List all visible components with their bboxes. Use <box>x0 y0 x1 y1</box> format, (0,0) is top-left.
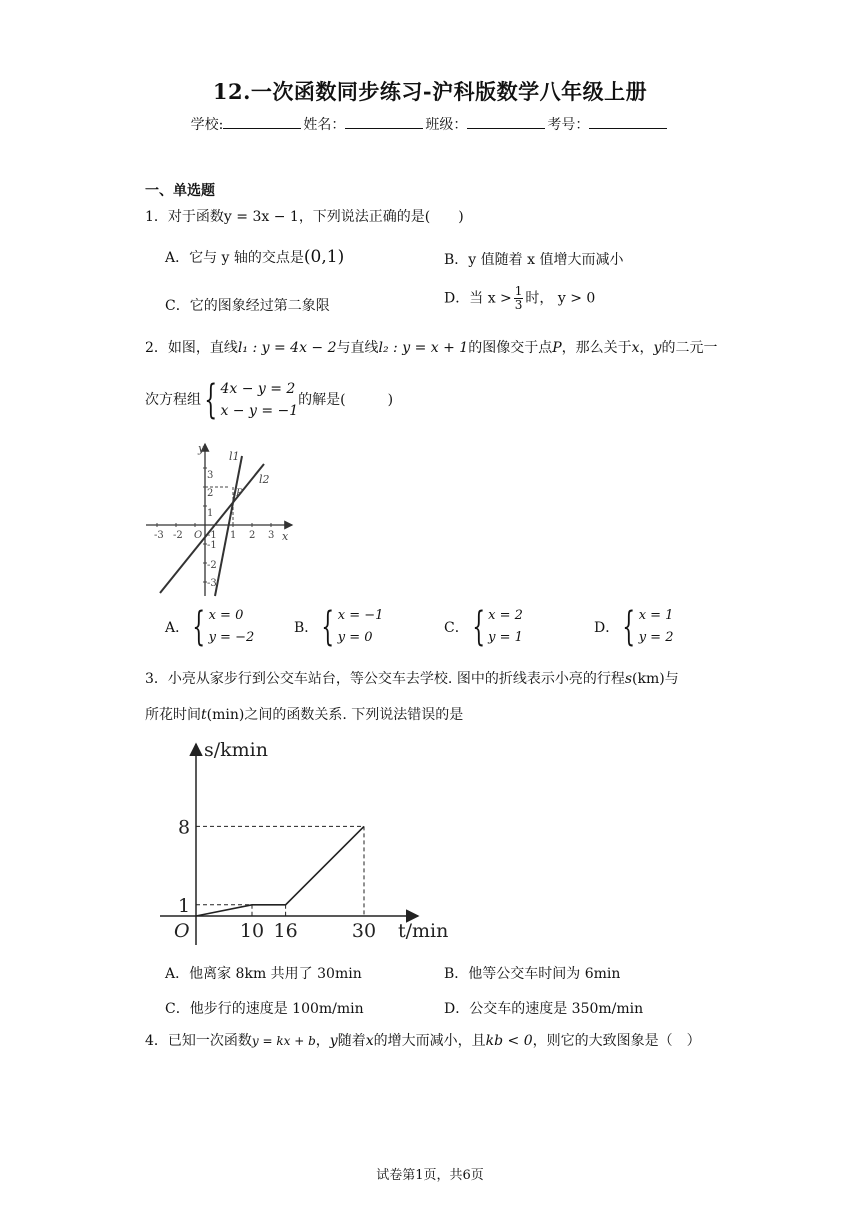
l2-label: l2 <box>259 473 270 486</box>
question-2-option-a[interactable] <box>165 605 254 649</box>
name-blank[interactable] <box>345 116 423 129</box>
option-brace: { <box>321 604 335 650</box>
question-1-stem <box>145 207 464 227</box>
x-tick: -3 <box>154 530 164 541</box>
system-eq-2: x − y = −1 <box>220 403 299 419</box>
q3-text-a: 小亮从家步行到公交车站台，等公交车去学校. 图中的折线表示小亮的行程 <box>167 671 625 687</box>
q4-text-d: 的增大而减小，且 <box>373 1033 486 1049</box>
x-axis-label: x <box>282 530 289 543</box>
q4-text-b: ， <box>315 1033 330 1049</box>
page-footer: 试卷第1页，共6页 <box>376 1168 484 1183</box>
q2-text-b: 与直线 <box>336 340 379 356</box>
x-tick: 2 <box>249 530 256 541</box>
class-blank[interactable] <box>467 116 545 129</box>
question-2-system-line <box>145 378 393 422</box>
q4-formula: y = kx + b <box>251 1034 316 1048</box>
y-tick: -1 <box>207 540 217 551</box>
question-1-option-a[interactable] <box>165 247 344 267</box>
q3-var-s: s <box>624 671 633 687</box>
question-3-option-a[interactable]: A．他离家 8km 共用了 30min <box>165 966 362 982</box>
q2-system-pre: 次方程组 <box>145 392 201 408</box>
system-brace: { <box>204 377 218 423</box>
option-eq-2: y = 0 <box>337 630 373 645</box>
q4-var-x: x <box>365 1033 374 1049</box>
question-2-number: 2． <box>145 340 168 356</box>
question-1-text: 对于函数 <box>167 209 224 225</box>
question-2-stem <box>145 338 717 358</box>
chart-x-tick-label: 30 <box>351 920 377 942</box>
question-4-number: 4． <box>145 1033 168 1049</box>
page-title: 12.一次函数同步练习-沪科版数学八年级上册 <box>212 79 648 104</box>
q3-text-c: 所花时间 <box>145 707 201 723</box>
chart-y-label: s/kmin <box>204 739 268 761</box>
q2-system-post: 的解是( ) <box>298 392 394 408</box>
option-system <box>488 605 523 649</box>
y-tick: -3 <box>207 578 217 589</box>
q2-text-e: 的二元一 <box>661 340 718 356</box>
q3-distance-time-chart <box>150 730 450 950</box>
chart-origin-label: O <box>174 920 190 942</box>
line-l2-equation: l₂ : y = x + 1 <box>378 340 469 356</box>
chart-x-tick-label: 16 <box>273 920 298 942</box>
question-3-option-b[interactable]: B．他等公交车时间为 6min <box>444 966 621 982</box>
y-axis-label: y <box>198 442 205 455</box>
p-label: P <box>236 488 243 499</box>
question-1-number: 1． <box>145 209 168 225</box>
line-l2 <box>160 464 264 593</box>
option-eq-2: y = 2 <box>638 630 674 645</box>
q3-text-d: (min)之间的函数关系. 下列说法错误的是 <box>206 707 464 723</box>
q2-var-y: y <box>653 340 662 356</box>
question-1-option-d[interactable] <box>444 285 595 312</box>
fraction-denominator: 3 <box>514 298 523 312</box>
y-tick: 1 <box>207 508 214 519</box>
y-tick: 3 <box>207 470 214 481</box>
question-2-option-d[interactable] <box>594 605 673 649</box>
y-tick: -2 <box>207 560 217 571</box>
question-3-stem-line-2 <box>145 705 463 725</box>
line-l1 <box>215 456 242 596</box>
q3-text-b: (km)与 <box>632 671 679 687</box>
q4-condition: kb < 0 <box>485 1033 533 1049</box>
option-a-text: A．它与 y 轴的交点是 <box>165 250 304 266</box>
option-eq-1: x = 1 <box>638 608 674 623</box>
option-eq-2: y = −2 <box>208 630 255 645</box>
name-label: 姓名： <box>303 117 346 133</box>
question-2-option-c[interactable] <box>444 605 523 649</box>
question-3-option-c[interactable]: C．他步行的速度是 100m/min <box>165 1001 364 1017</box>
chart-series-line <box>196 826 364 916</box>
point-p: P <box>552 340 562 356</box>
one-third-fraction <box>514 285 524 312</box>
chart-series-group <box>178 816 376 942</box>
option-d-x: x > <box>487 290 512 307</box>
origin-label: O <box>194 530 203 541</box>
line-l1-equation: l₁ : y = 4x − 2 <box>237 340 337 356</box>
option-eq-1: x = 2 <box>488 608 523 623</box>
option-eq-1: x = −1 <box>337 608 384 623</box>
x-tick: 1 <box>230 530 237 541</box>
q4-text-c: 随着 <box>337 1033 366 1049</box>
chart-y-tick-label: 8 <box>178 816 191 839</box>
system-eq-1: 4x − y = 2 <box>220 381 296 397</box>
option-eq-1: x = 0 <box>208 608 244 623</box>
section-heading: 一、单选题 <box>145 183 215 199</box>
class-label: 班级： <box>425 117 468 133</box>
equation-system <box>220 378 298 422</box>
question-3-stem-line-1 <box>145 669 679 689</box>
x-tick: 3 <box>268 530 275 541</box>
y-tick: 2 <box>207 488 214 499</box>
school-label: 学校: <box>190 117 224 133</box>
option-brace: { <box>192 604 206 650</box>
question-2-option-b[interactable] <box>294 605 383 649</box>
question-3-option-d[interactable]: D．公交车的速度是 350m/min <box>444 1001 644 1017</box>
option-d-condition: y > 0 <box>557 290 596 307</box>
x-tick: -2 <box>173 530 183 541</box>
q4-var-y: y <box>329 1033 338 1049</box>
l1-label: l1 <box>229 450 240 463</box>
option-system <box>209 605 255 649</box>
chart-x-label: t/min <box>398 920 449 942</box>
option-brace: { <box>622 604 636 650</box>
option-brace: { <box>472 604 485 650</box>
option-label: D． <box>594 620 620 636</box>
option-system <box>639 605 674 649</box>
option-eq-2: y = 1 <box>488 630 523 645</box>
question-1-option-c[interactable]: C．它的图象经过第二象限 <box>165 298 330 314</box>
q3-var-t: t <box>201 707 207 723</box>
question-1-option-b[interactable]: B．y 值随着 x 值增大而减小 <box>444 252 624 268</box>
q2-text-d: ，那么关于 <box>561 340 632 356</box>
question-1-text-end: ，下列说法正确的是( ) <box>298 209 464 225</box>
x-tick: -1 <box>207 530 217 541</box>
option-label: A． <box>165 620 190 636</box>
fraction-numerator: 1 <box>514 284 523 298</box>
exam-number-blank[interactable] <box>589 116 667 129</box>
option-d-text: D．当 <box>444 290 484 307</box>
option-label: C． <box>444 620 469 636</box>
q2-text-c: 的图像交于点 <box>468 340 553 356</box>
option-a-formula: (0,1) <box>303 247 345 267</box>
question-3-number: 3． <box>145 671 168 687</box>
q2-sep: ， <box>639 340 654 356</box>
question-1-formula: y = 3x − 1 <box>223 209 299 225</box>
exam-number-label: 考号： <box>547 117 590 133</box>
q2-var-x: x <box>631 340 640 356</box>
option-system <box>338 605 384 649</box>
school-blank[interactable] <box>223 116 301 129</box>
chart-x-tick-label: 10 <box>239 920 265 942</box>
question-4-stem <box>145 1031 701 1051</box>
chart-y-tick-label: 1 <box>178 894 191 917</box>
q4-text-a: 已知一次函数 <box>167 1033 252 1049</box>
q2-text-a: 如图，直线 <box>167 340 238 356</box>
q4-text-e: ，则它的大致图象是（ ） <box>532 1033 701 1049</box>
student-info-line <box>0 114 860 134</box>
option-d-mid: 时， <box>525 290 554 307</box>
option-label: B． <box>294 620 319 636</box>
q2-coordinate-figure <box>140 438 300 600</box>
